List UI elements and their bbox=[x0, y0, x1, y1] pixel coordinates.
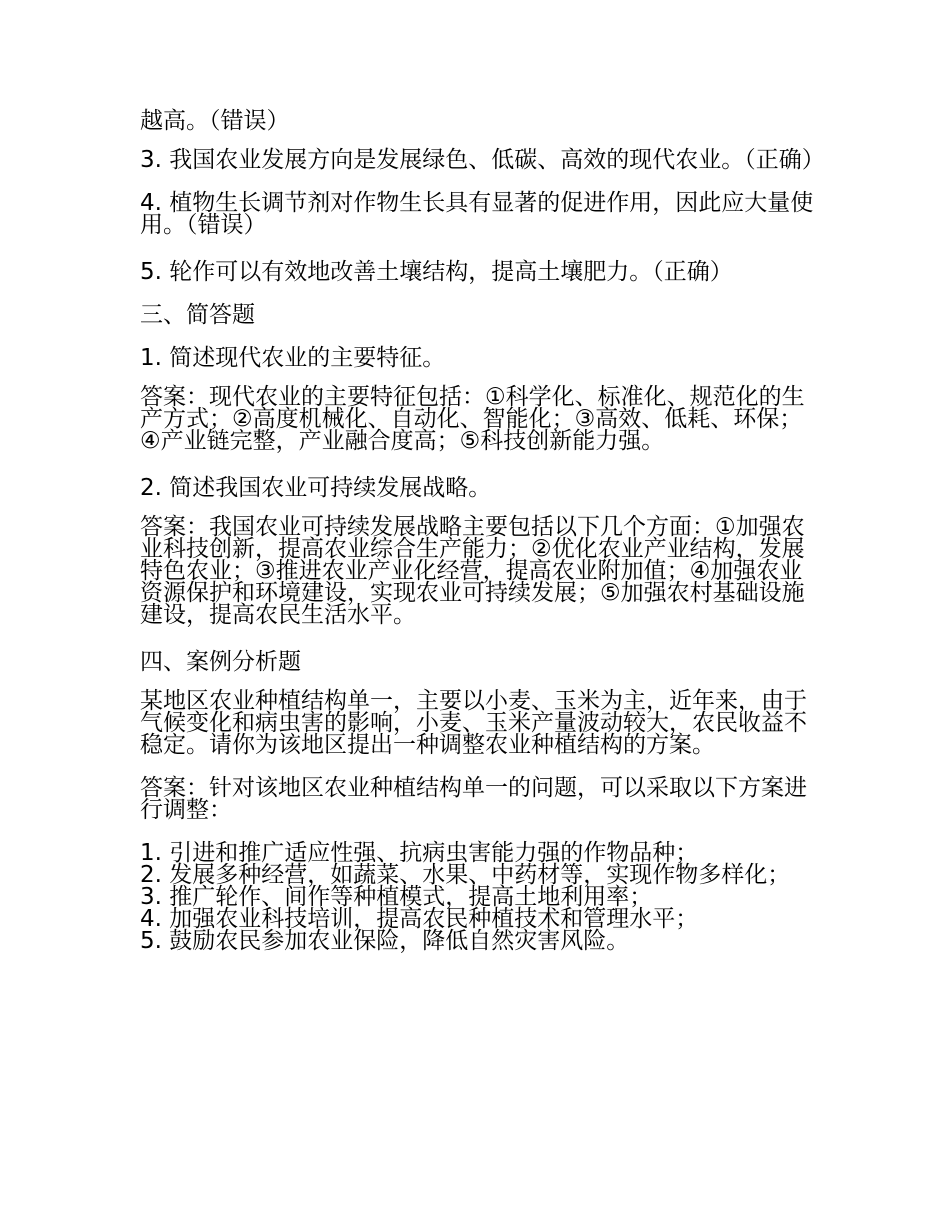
section-heading-case-analysis: 四、案例分析题 bbox=[140, 649, 301, 675]
question-1: 1. 简述现代农业的主要特征。 bbox=[140, 345, 446, 371]
section-heading-short-answer: 三、简答题 bbox=[140, 302, 255, 328]
true-false-item-3: 3. 我国农业发展方向是发展绿色、低碳、高效的现代农业。（正确） bbox=[140, 147, 825, 173]
true-false-item-5: 5. 轮作可以有效地改善土壤结构，提高土壤肥力。（正确） bbox=[140, 259, 733, 285]
list-item: 2. 发展多种经营，如蔬菜、水果、中药材等，实现作物多样化； bbox=[140, 862, 791, 888]
list-item: 5. 鼓励农民参加农业保险，降低自然灾害风险。 bbox=[140, 928, 630, 954]
answer-1: 答案：现代农业的主要特征包括：①科学化、标准化、规范化的生产方式；②高度机械化、自动化、智能化；③高效、低耗、环保；④产业链完整，产业融合度高；⑤科技创新能力强。 bbox=[140, 384, 805, 454]
list-item: 3. 推广轮作、间作等种植模式，提高土地利用率； bbox=[140, 884, 653, 910]
document-page bbox=[140, 106, 825, 954]
plan-list bbox=[140, 842, 820, 952]
case-answer-intro: 答案：针对该地区农业种植结构单一的问题，可以采取以下方案进行调整： bbox=[140, 775, 807, 823]
question-2: 2. 简述我国农业可持续发展战略。 bbox=[140, 475, 492, 501]
true-false-item-4: 4. 植物生长调节剂对作物生长具有显著的促进作用，因此应大量使用。（错误） bbox=[140, 190, 814, 238]
case-description: 某地区农业种植结构单一，主要以小麦、玉米为主，近年来，由于气候变化和病虫害的影响，小麦、玉米产量波动较大，农民收益不稳定。请你为该地区提出一种调整农业种植结构的方案。 bbox=[140, 688, 807, 758]
list-item: 1. 引进和推广适应性强、抗病虫害能力强的作物品种； bbox=[140, 840, 699, 866]
list-item: 4. 加强农业科技培训，提高农民种植技术和管理水平； bbox=[140, 906, 699, 932]
text-line: 越高。（错误） bbox=[140, 108, 290, 134]
answer-2: 答案：我国农业可持续发展战略主要包括以下几个方面：①加强农业科技创新，提高农业综合生产能力；②优化农业产业结构，发展特色农业；③推进农业产业化经营，提高农业附加值；④加强农业资源保护和环境建设，实现农业可持续发展；⑤加强农村基础设施建设，提高农民生活水平。 bbox=[140, 514, 805, 628]
